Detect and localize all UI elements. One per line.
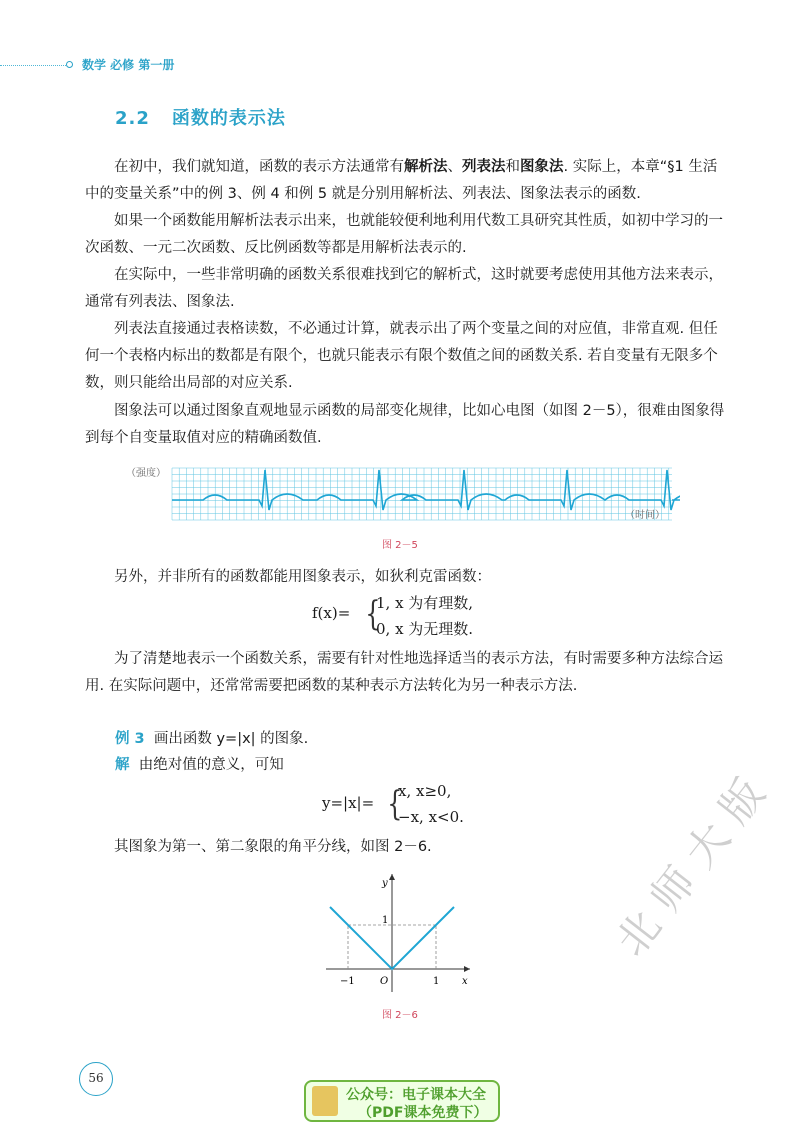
running-header: 数学 必修 第一册 (82, 58, 175, 72)
paragraph-6: 另外，并非所有的函数都能用图象表示，如狄利克雷函数： (114, 569, 491, 585)
page-number: 56 (79, 1062, 113, 1096)
example-text: 画出函数 y=|x| 的图象. (153, 731, 309, 747)
paragraph-8: 其图象为第一、第二象限的角平分线，如图 2－6. (114, 839, 432, 855)
brace-symbol: { (387, 784, 403, 824)
solution-text: 由绝对值的意义，可知 (138, 757, 284, 773)
banner-line-2: （PDF课本免费下） (358, 1105, 488, 1121)
abs-case-2: −x, x<0. (398, 808, 464, 826)
x-axis-label: x (462, 976, 468, 987)
figure-2-5-caption: 图 2－5 (382, 540, 418, 551)
dirichlet-case-1: 1, x 为有理数, (376, 594, 474, 612)
abs-formula (322, 782, 522, 832)
abs-lhs: y=|x|= (322, 794, 375, 812)
paragraph-text: 和 (505, 159, 520, 175)
abs-graph (320, 868, 480, 996)
promo-banner (304, 1080, 500, 1122)
section-number: 2.2 (115, 108, 150, 129)
paragraph-2: 如果一个函数能用解析法表示出来，也就能较便利地利用代数工具研究其性质，如初中学习的一次函数、一元二次函数、反比例函数等都是用解析法表示的. (85, 213, 723, 256)
tick-pos1: 1 (433, 976, 440, 987)
solution (115, 752, 755, 779)
header-dot (66, 61, 73, 68)
paragraph-3: 在实际中，一些非常明确的函数关系很难找到它的解析式，这时就要考虑使用其他方法来表示，通常有列表法、图象法. (85, 267, 723, 310)
example-3 (115, 726, 755, 753)
bold-term: 列表法 (462, 159, 506, 175)
tick-y1: 1 (382, 915, 389, 926)
dirichlet-case-2: 0, x 为无理数. (376, 620, 474, 638)
paragraph-5: 图象法可以通过图象直观地显示函数的局部变化规律，比如心电图（如图 2－5），很难由图象得到每个自变量取值对应的精确函数值. (85, 403, 725, 446)
origin-label: O (380, 976, 389, 987)
brace-symbol: { (365, 594, 381, 634)
header-rule (0, 65, 66, 66)
paragraph-text: 、 (447, 159, 462, 175)
solution-label: 解 (115, 757, 130, 773)
section-title (115, 104, 286, 130)
ecg-figure (120, 462, 680, 528)
section-title-text: 函数的表示法 (171, 108, 286, 129)
example-label: 例 3 (115, 731, 145, 747)
y-axis-label: y (382, 878, 388, 889)
figure-2-6-caption: 图 2－6 (382, 1010, 418, 1021)
dirichlet-lhs: f(x)= (312, 604, 351, 622)
bold-term: 解析法 (404, 159, 448, 175)
bold-term: 图象法 (520, 159, 564, 175)
ecg-ylabel: （强度） (126, 468, 166, 479)
paragraph-text: . 实际上，本章“§1 生活中的变量关系”中的例 3、例 4 和例 5 就是分别用解析法、列表法、图象法表示的函数. (85, 159, 718, 202)
tick-neg1: −1 (340, 976, 355, 987)
abs-case-1: x, x≥0, (398, 782, 452, 800)
paragraph-1 (85, 154, 725, 208)
ecg-grid (172, 468, 672, 520)
paragraph-4: 列表法直接通过表格读数，不必通过计算，就表示出了两个变量之间的对应值，非常直观. 但任何一个表格内标出的数都是有限个，也就只能表示有限个数值之间的函数关系. 若自变量有无限多个数，则只能给出局部的对应关系. (85, 321, 718, 391)
dirichlet-formula (312, 592, 532, 642)
book-icon (312, 1086, 338, 1116)
publisher-watermark: 北师大版 (606, 758, 783, 966)
paragraph-7: 为了清楚地表示一个函数关系，需要有针对性地选择适当的表示方法，有时需要多种方法综合运用. 在实际问题中，还常常需要把函数的某种表示方法转化为另一种表示方法. (85, 651, 723, 694)
ecg-xlabel: （时间） (625, 510, 665, 521)
paragraph-text: 在初中，我们就知道，函数的表示方法通常有 (114, 159, 404, 175)
banner-line-1: 公众号：电子课本大全 (346, 1087, 486, 1103)
